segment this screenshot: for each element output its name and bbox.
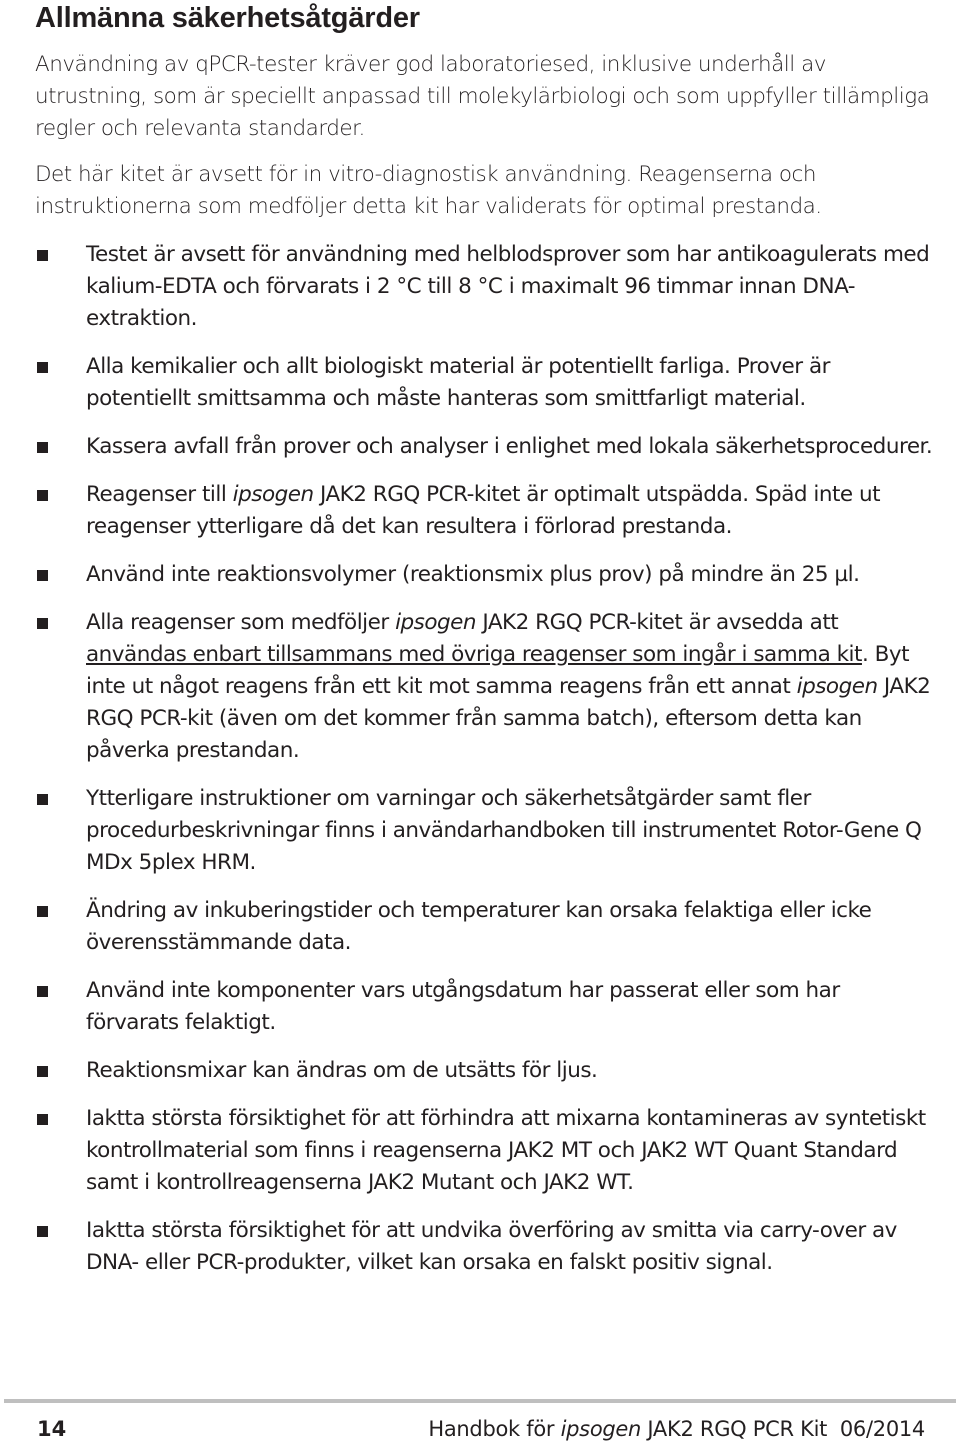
square-bullet-icon [37,1066,48,1077]
square-bullet-icon [37,250,48,261]
list-item [35,479,935,543]
square-bullet-icon [37,986,48,997]
list-item-text: Använd inte reaktionsvolymer (reaktionsmix plus prov) på mindre än 25 µl. [86,562,860,587]
list-item-text: Reaktionsmixar kan ändras om de utsätts för ljus. [86,1058,598,1083]
text-run: JAK2 RGQ PCR-kitet är avsedda att [476,610,839,635]
text-run: Alla reagenser som medföljer [86,610,396,635]
square-bullet-icon [37,618,48,629]
product-name-italic: ipsogen [796,674,878,699]
page-number: 14 [37,1417,67,1441]
text-run: Reagenser till [86,482,233,507]
list-item [35,1055,935,1087]
square-bullet-icon [37,1226,48,1237]
text-run: . Byt inte ut något reagens från ett kit mot samma reagens från ett annat [86,642,910,699]
list-item-text: Ändring av inkuberingstider och temperaturer kan orsaka felaktiga eller icke överensstämmande data. [86,898,872,955]
intro-paragraph-1: Användning av qPCR-tester kräver god laboratoriesed, inklusive underhåll av utrustning, som är speciellt anpassad till molekylärbiologi och som uppfyller tillämpliga regler och relevanta standarder. [35,52,930,141]
list-item [35,431,935,463]
list-item-text: Testet är avsett för användning med helblodsprover som har antikoagulerats med kalium-EDTA och förvarats i 2 °C till 8 °C i maximalt 96 timmar innan DNA-extraktion. [86,242,930,331]
list-item [35,895,935,959]
list-item [35,351,935,415]
list-item-text [86,610,930,763]
list-item [35,783,935,879]
list-item [35,559,935,591]
square-bullet-icon [37,570,48,581]
product-name-italic: ipsogen [395,610,477,635]
list-item [35,1103,935,1199]
square-bullet-icon [37,490,48,501]
precautions-list [35,239,935,1295]
list-item-text: Ytterligare instruktioner om varningar och säkerhetsåtgärder samt fler procedurbeskrivningar finns i användarhandboken till instrumentet Rotor-Gene Q MDx 5plex HRM. [86,786,922,875]
square-bullet-icon [37,442,48,453]
text-run: JAK2 RGQ PCR-kitet är optimalt utspädda. Späd inte ut reagenser ytterligare då det kan resultera i förlorad prestanda. [86,482,881,539]
list-item-text: Kassera avfall från prover och analyser i enlighet med lokala säkerhetsprocedurer. [86,434,933,459]
list-item-text [86,482,880,539]
list-item-text: Använd inte komponenter vars utgångsdatum har passerat eller som har förvarats felaktigt. [86,978,840,1035]
square-bullet-icon [37,362,48,373]
list-item-text: Iaktta största försiktighet för att undvika överföring av smitta via carry-over av DNA- eller PCR-produkter, vilket kan orsaka en falskt positiv signal. [86,1218,897,1275]
text-run: JAK2 RGQ PCR-kit (även om det kommer från samma batch), eftersom detta kan påverka prestandan. [86,674,931,763]
square-bullet-icon [37,906,48,917]
list-item [35,607,935,767]
text-run: JAK2 RGQ PCR Kit 06/2014 [641,1417,925,1441]
list-item-text: Iaktta största försiktighet för att förhindra att mixarna kontamineras av syntetiskt kontrollmaterial som finns i reagenserna JAK2 MT och JAK2 WT Quant Standard samt i kontrollreagenserna JAK2 Mutant och JAK2 WT. [86,1106,926,1195]
footer-title [428,1415,925,1443]
list-item [35,975,935,1039]
product-name-italic: ipsogen [232,482,314,507]
list-item-text: Alla kemikalier och allt biologiskt material är potentiellt farliga. Prover är potentiellt smittsamma och måste hanteras som smittfarligt material. [86,354,830,411]
square-bullet-icon [37,1114,48,1125]
list-item [35,239,935,335]
list-item [35,1215,935,1279]
text-run: Handbok för [428,1417,561,1441]
footer-divider [4,1399,956,1403]
product-name-italic: ipsogen [560,1417,642,1441]
underlined-text: användas enbart tillsammans med övriga reagenser som ingår i samma kit [86,642,862,667]
page-title: Allmänna säkerhetsåtgärder [35,2,420,34]
intro-paragraph-2: Det här kitet är avsett för in vitro-diagnostisk användning. Reagenserna och instruktionerna som medföljer detta kit har validerats för optimal prestanda. [35,162,822,219]
square-bullet-icon [37,794,48,805]
